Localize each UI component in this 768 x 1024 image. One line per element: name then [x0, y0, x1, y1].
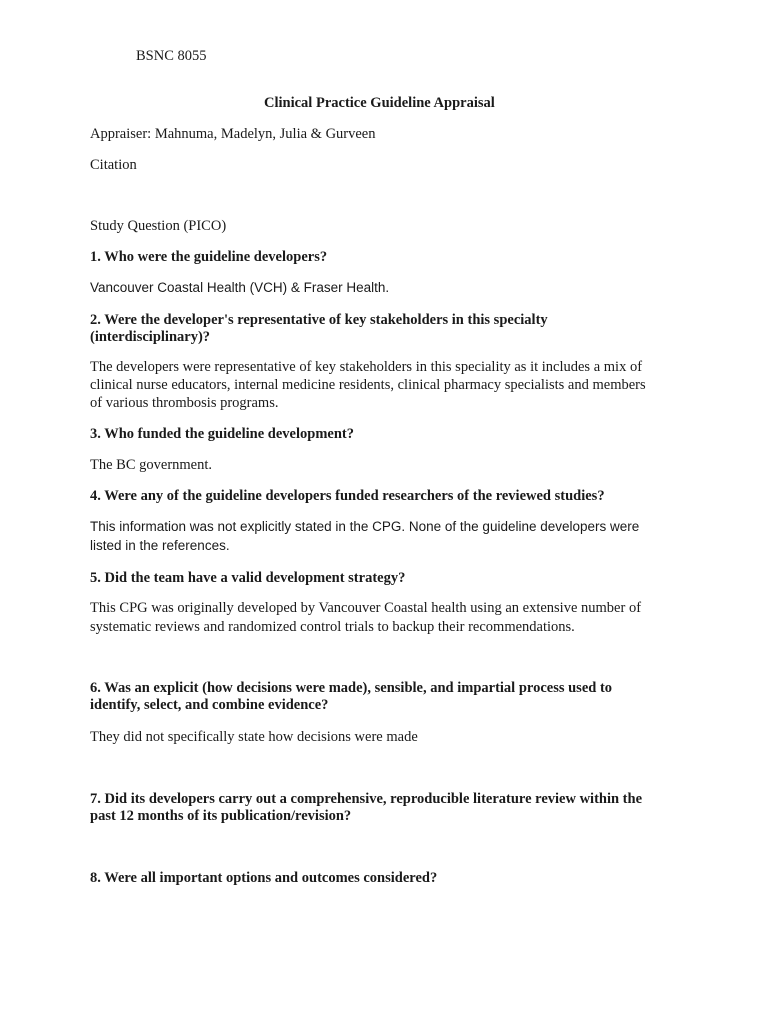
question-2-line-2: (interdisciplinary)?: [90, 329, 211, 345]
question-1: 1. Who were the guideline developers?: [90, 249, 328, 265]
question-4: 4. Were any of the guideline developers funded researchers of the reviewed studies?: [90, 488, 605, 504]
answer-6: They did not specifically state how decisions were made: [90, 729, 418, 745]
question-6-line-2: identify, select, and combine evidence?: [90, 697, 329, 713]
answer-3: The BC government.: [90, 457, 213, 473]
question-2-line-1: 2. Were the developer's representative of key stakeholders in this specialty: [90, 312, 548, 328]
study-question-label: Study Question (PICO): [90, 218, 227, 234]
question-5: 5. Did the team have a valid development strategy?: [90, 570, 406, 586]
question-6-line-1: 6. Was an explicit (how decisions were made), sensible, and impartial process used to: [90, 680, 613, 696]
answer-4-line-1: This information was not explicitly stated in the CPG. None of the guideline developers were: [90, 519, 640, 534]
question-7-line-1: 7. Did its developers carry out a comprehensive, reproducible literature review within the: [90, 791, 643, 807]
question-8: 8. Were all important options and outcomes considered?: [90, 870, 438, 886]
citation-label: Citation: [90, 157, 137, 173]
question-7-line-2: past 12 months of its publication/revision?: [90, 808, 352, 824]
course-code: BSNC 8055: [136, 48, 207, 64]
answer-1: Vancouver Coastal Health (VCH) & Fraser Health.: [90, 280, 390, 295]
answer-2-line-1: The developers were representative of key stakeholders in this speciality as it includes a mix of: [90, 359, 643, 375]
appraiser-line: Appraiser: Mahnuma, Madelyn, Julia & Gurveen: [90, 126, 376, 142]
question-3: 3. Who funded the guideline development?: [90, 426, 354, 442]
answer-2-line-2: clinical nurse educators, internal medicine residents, clinical pharmacy specialists and members: [90, 377, 646, 393]
document-title: Clinical Practice Guideline Appraisal: [264, 95, 495, 111]
answer-2-line-3: of various thrombosis programs.: [90, 395, 279, 411]
answer-5-line-1: This CPG was originally developed by Vancouver Coastal health using an extensive number of: [90, 600, 642, 616]
answer-5-line-2: systematic reviews and randomized control trials to backup their recommendations.: [90, 619, 575, 635]
answer-4-line-2: listed in the references.: [90, 538, 230, 553]
